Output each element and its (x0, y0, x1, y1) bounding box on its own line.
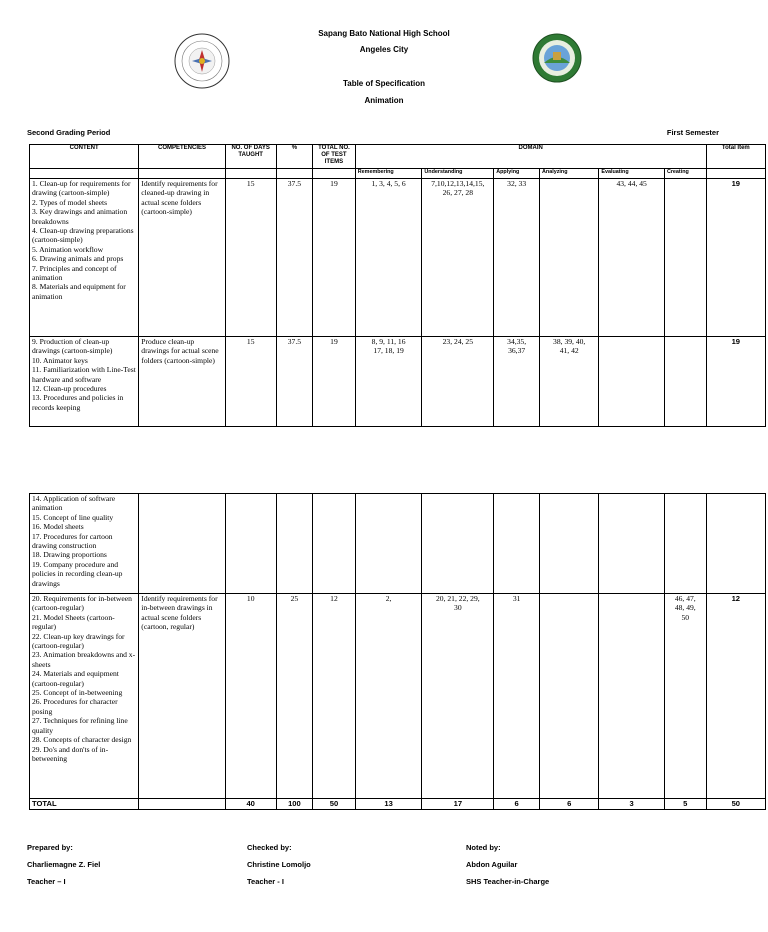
creating-cell (664, 337, 706, 427)
table-row (30, 594, 766, 799)
days-cell (225, 494, 276, 594)
content-cell: 1. Clean-up for requirements for drawing (cartoon-simple) 2. Types of model sheets 3. Key drawings and animation breakdowns 4. Clean-up drawing preparations (cartoon-simple) 5. Animation workflow 6. Drawing animals and props 7. Principles and concept of animation 8. Materials and equipment for animation (30, 179, 139, 337)
total-analyzing-cell: 6 (540, 799, 599, 810)
understanding-cell (422, 494, 494, 594)
col-test-items-header: TOTAL NO. OF TEST ITEMS (313, 145, 356, 169)
applying-cell: 32, 33 (494, 179, 540, 337)
competency-cell: Identify requirements for in-between drawings in actual scene folders (cartoon, regular) (139, 594, 225, 799)
remembering-cell: 1, 3, 4, 5, 6 (355, 179, 422, 337)
understanding-cell: 23, 24, 25 (422, 337, 494, 427)
analyzing-cell (540, 179, 599, 337)
col-domain-header: DOMAIN (355, 145, 706, 169)
creating-cell (664, 179, 706, 337)
remembering-cell: 8, 9, 11, 16 17, 18, 19 (355, 337, 422, 427)
total-days-cell: 40 (225, 799, 276, 810)
total-percent-cell: 100 (276, 799, 312, 810)
total-understanding-cell: 17 (422, 799, 494, 810)
prepared-by-title: Teacher – I (27, 877, 66, 886)
table-row (30, 179, 766, 337)
percent-cell: 37.5 (276, 337, 312, 427)
totals-row (30, 799, 766, 810)
total-cell: 19 (706, 337, 765, 427)
city-name: Angeles City (359, 45, 409, 54)
checked-by-name: Christine Lomoljo (247, 860, 311, 869)
items-cell: 12 (313, 594, 356, 799)
applying-cell (494, 494, 540, 594)
days-cell: 15 (225, 337, 276, 427)
content-cell: 9. Production of clean-up drawings (cartoon-simple) 10. Animator keys 11. Familiarization with Line-Test hardware and software 12. Clean-up procedures 13. Procedures and policies in records keeping (30, 337, 139, 427)
understanding-cell: 20, 21, 22, 29, 30 (422, 594, 494, 799)
grand-total-cell: 50 (706, 799, 765, 810)
subject-name: Animation (364, 96, 404, 105)
document-title: Table of Specification (342, 79, 426, 88)
content-cell: 14. Application of software animation 15. Concept of line quality 16. Model sheets 17. Procedures for cartoon drawing construction 18. Drawing proportions 19. Company procedure and policies in recording clean-up drawings (30, 494, 139, 594)
content-cell: 20. Requirements for in-between (cartoon-regular) 21. Model Sheets (cartoon-regular) 22. Clean-up key drawings for (cartoon-regular) 23. Animation breakdowns and x-sheets 24. Materials and equipment (cartoon-regular) 25. Concept of in-betweening 26. Procedures for character posing 27. Techniques for refining line quality 28. Concepts of character design 29. Do's and don'ts of in-betweening (30, 594, 139, 799)
remembering-cell: 2, (355, 594, 422, 799)
spec-table-part-2 (29, 493, 766, 810)
percent-cell: 37.5 (276, 179, 312, 337)
items-cell: 19 (313, 179, 356, 337)
applying-cell: 31 (494, 594, 540, 799)
total-remembering-cell: 13 (355, 799, 422, 810)
table-header-row (30, 145, 766, 169)
col-total-item-header: Total Item (706, 145, 765, 169)
creating-cell (664, 494, 706, 594)
analyzing-cell: 38, 39, 40, 41, 42 (540, 337, 599, 427)
competency-cell (139, 494, 225, 594)
remembering-cell (355, 494, 422, 594)
percent-cell: 25 (276, 594, 312, 799)
evaluating-cell (599, 594, 665, 799)
noted-by-label: Noted by: (466, 843, 501, 852)
days-cell: 10 (225, 594, 276, 799)
col-days-header: NO. OF DAYS TAUGHT (225, 145, 276, 169)
total-items-cell: 50 (313, 799, 356, 810)
grading-period: Second Grading Period (27, 128, 111, 137)
col-analyzing-header: Analyzing (540, 169, 599, 179)
col-competencies-header: COMPETENCIES (139, 145, 225, 169)
competency-cell: Identify requirements for cleaned-up drawing in actual scene folders (cartoon-simple) (139, 179, 225, 337)
creating-cell: 46, 47, 48, 49, 50 (664, 594, 706, 799)
total-cell: 12 (706, 594, 765, 799)
analyzing-cell (540, 594, 599, 799)
total-applying-cell: 6 (494, 799, 540, 810)
total-label-cell: TOTAL (30, 799, 139, 810)
spec-table-part-1 (29, 144, 766, 427)
domain-subheader-row (30, 169, 766, 179)
total-evaluating-cell: 3 (599, 799, 665, 810)
noted-by-title: SHS Teacher-in-Charge (466, 877, 550, 886)
total-cell (706, 494, 765, 594)
prepared-by-name: Charliemagne Z. Fiel (27, 860, 101, 869)
col-remembering-header: Remembering (355, 169, 422, 179)
applying-cell: 34,35, 36,37 (494, 337, 540, 427)
competency-cell: Produce clean-up drawings for actual scene folders (cartoon-simple) (139, 337, 225, 427)
col-creating-header: Creating (664, 169, 706, 179)
days-cell: 15 (225, 179, 276, 337)
evaluating-cell: 43, 44, 45 (599, 179, 665, 337)
semester: First Semester (666, 128, 719, 137)
total-cell: 19 (706, 179, 765, 337)
col-percent-header: % (276, 145, 312, 169)
items-cell (313, 494, 356, 594)
evaluating-cell (599, 494, 665, 594)
school-seal-logo (532, 33, 582, 83)
noted-by-name: Abdon Aguilar (466, 860, 518, 869)
understanding-cell: 7,10,12,13,14,15, 26, 27, 28 (422, 179, 494, 337)
col-content-header: CONTENT (30, 145, 139, 169)
percent-cell (276, 494, 312, 594)
evaluating-cell (599, 337, 665, 427)
table-row (30, 494, 766, 594)
checked-by-label: Checked by: (247, 843, 292, 852)
checked-by-title: Teacher - I (247, 877, 284, 886)
prepared-by-label: Prepared by: (27, 843, 73, 852)
school-name: Sapang Bato National High School (318, 29, 450, 38)
col-understanding-header: Understanding (422, 169, 494, 179)
items-cell: 19 (313, 337, 356, 427)
table-row (30, 337, 766, 427)
analyzing-cell (540, 494, 599, 594)
col-evaluating-header: Evaluating (599, 169, 665, 179)
col-applying-header: Applying (494, 169, 540, 179)
total-creating-cell: 5 (664, 799, 706, 810)
